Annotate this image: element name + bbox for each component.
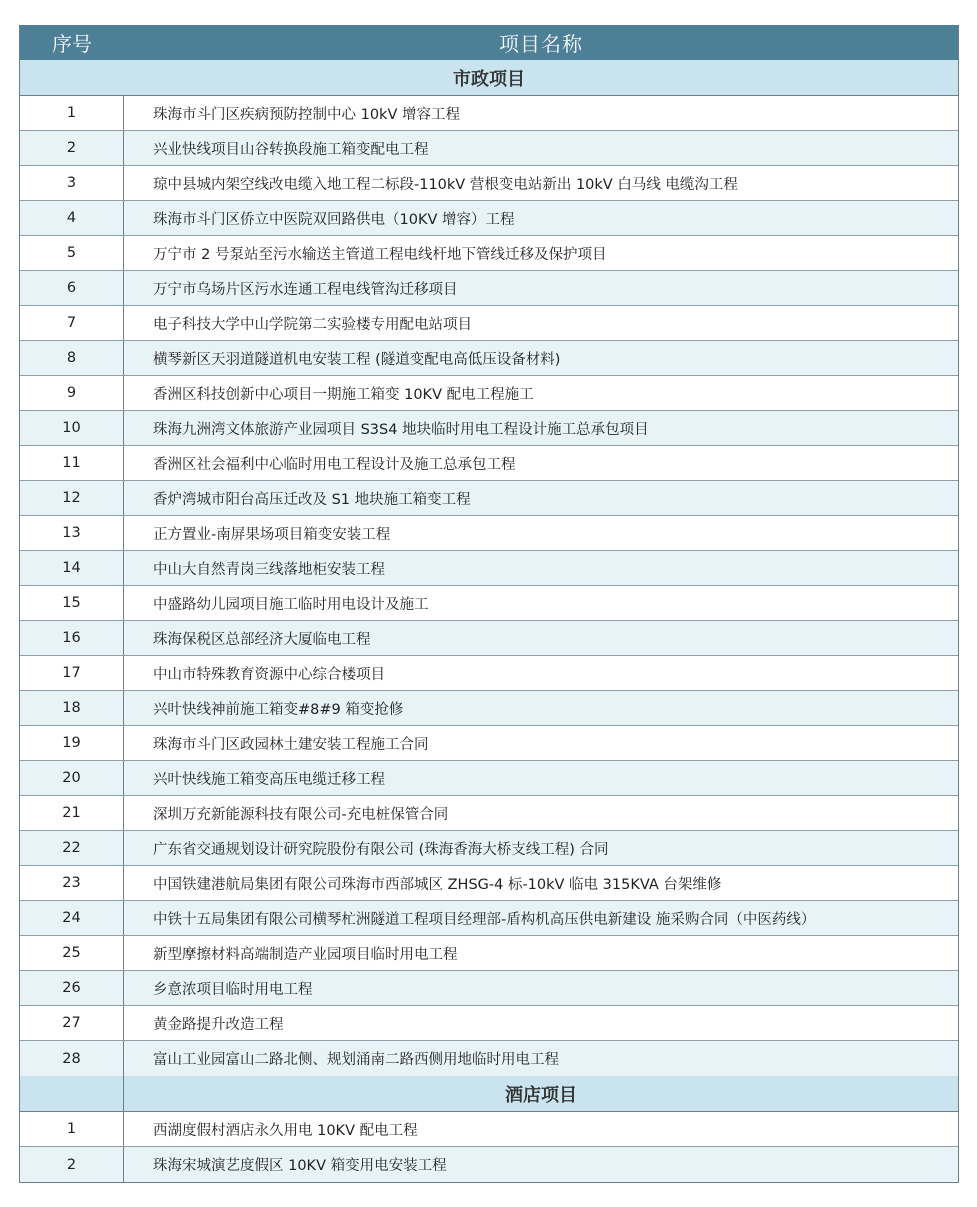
table-row	[20, 936, 958, 971]
row-project-name: 中铁十五局集团有限公司横琴杧洲隧道工程项目经理部-盾构机高压供电新建设 施采购合同（中医药线）	[153, 911, 816, 928]
row-index: 13	[20, 516, 124, 550]
row-project-name: 中盛路幼儿园项目施工临时用电设计及施工	[153, 596, 429, 613]
table-row	[20, 971, 958, 1006]
hotel-rows	[20, 1112, 958, 1182]
row-project-name: 珠海宋城演艺度假区 10KV 箱变用电安装工程	[153, 1158, 447, 1174]
row-project-name: 万宁市 2 号泵站至污水输送主管道工程电线杆地下管线迁移及保护项目	[153, 246, 607, 263]
row-index: 1	[20, 1112, 124, 1146]
row-index: 10	[20, 411, 124, 445]
table-row	[20, 516, 958, 551]
row-project-name: 西湖度假村酒店永久用电 10KV 配电工程	[153, 1122, 418, 1139]
row-project-name: 深圳万充新能源科技有限公司-充电桩保管合同	[153, 806, 449, 823]
row-project-name: 黄金路提升改造工程	[153, 1016, 284, 1033]
table-row	[20, 376, 958, 411]
table-row	[20, 691, 958, 726]
row-index: 14	[20, 551, 124, 585]
row-index: 28	[20, 1041, 124, 1076]
row-index: 4	[20, 201, 124, 235]
header-index: 序号	[52, 32, 92, 56]
row-index: 23	[20, 866, 124, 900]
row-project-name: 珠海九洲湾文体旅游产业园项目 S3S4 地块临时用电工程设计施工总承包项目	[153, 421, 649, 438]
table-header	[20, 25, 958, 60]
row-index: 26	[20, 971, 124, 1005]
table-row	[20, 271, 958, 306]
table-row	[20, 796, 958, 831]
row-project-name: 兴叶快线施工箱变高压电缆迁移工程	[153, 771, 385, 788]
table-row	[20, 411, 958, 446]
table-row	[20, 1147, 958, 1182]
row-project-name: 琼中县城内架空线改电缆入地工程二标段-110kV 营根变电站新出 10kV 白马线 电缆沟工程	[153, 176, 738, 193]
row-index: 27	[20, 1006, 124, 1040]
table-row	[20, 551, 958, 586]
row-index: 20	[20, 761, 124, 795]
section-hotel-label: 酒店项目	[505, 1084, 577, 1106]
table-row	[20, 901, 958, 936]
row-project-name: 香炉湾城市阳台高压迁改及 S1 地块施工箱变工程	[153, 491, 471, 508]
table-row	[20, 481, 958, 516]
municipal-rows	[20, 96, 958, 1076]
table-row	[20, 621, 958, 656]
table-row	[20, 96, 958, 131]
row-project-name: 正方置业-南屏果场项目箱变安装工程	[153, 526, 391, 543]
table-row	[20, 1041, 958, 1076]
row-index: 18	[20, 691, 124, 725]
row-index: 9	[20, 376, 124, 410]
table-row	[20, 1006, 958, 1041]
row-project-name: 珠海保税区总部经济大厦临电工程	[153, 631, 371, 648]
row-project-name: 香洲区社会福利中心临时用电工程设计及施工总承包工程	[153, 456, 516, 473]
row-index: 24	[20, 901, 124, 935]
row-project-name: 富山工业园富山二路北侧、规划涌南二路西侧用地临时用电工程	[153, 1052, 559, 1068]
row-index: 5	[20, 236, 124, 270]
row-index: 12	[20, 481, 124, 515]
row-index: 2	[20, 1147, 124, 1182]
section-hotel-title	[20, 1076, 958, 1112]
row-project-name: 横琴新区天羽道隧道机电安装工程 (隧道变配电高低压设备材料)	[153, 351, 561, 368]
row-project-name: 万宁市乌场片区污水连通工程电线管沟迁移项目	[153, 281, 458, 298]
row-index: 2	[20, 131, 124, 165]
row-index: 15	[20, 586, 124, 620]
row-project-name: 中国铁建港航局集团有限公司珠海市西部城区 ZHSG-4 标-10kV 临电 315KVA 台架维修	[153, 876, 722, 893]
row-index: 1	[20, 96, 124, 130]
section-municipal-title: 市政项目	[20, 60, 958, 96]
row-project-name: 珠海市斗门区政园林土建安装工程施工合同	[153, 736, 429, 753]
table-row	[20, 341, 958, 376]
table-row	[20, 866, 958, 901]
row-project-name: 电子科技大学中山学院第二实验楼专用配电站项目	[153, 316, 472, 333]
row-project-name: 香洲区科技创新中心项目一期施工箱变 10KV 配电工程施工	[153, 386, 534, 403]
row-project-name: 珠海市斗门区侨立中医院双回路供电（10KV 增容）工程	[153, 211, 515, 228]
row-project-name: 新型摩擦材料高端制造产业园项目临时用电工程	[153, 946, 458, 963]
table-row	[20, 1112, 958, 1147]
row-project-name: 广东省交通规划设计研究院股份有限公司 (珠海香海大桥支线工程) 合同	[153, 841, 609, 858]
row-index: 3	[20, 166, 124, 200]
header-name: 项目名称	[499, 32, 583, 56]
row-project-name: 中山市特殊教育资源中心综合楼项目	[153, 666, 385, 683]
section-hotel-blank	[20, 1076, 124, 1111]
row-project-name: 珠海市斗门区疾病预防控制中心 10kV 增容工程	[153, 106, 460, 123]
table-row	[20, 446, 958, 481]
row-index: 25	[20, 936, 124, 970]
row-index: 8	[20, 341, 124, 375]
table-row	[20, 201, 958, 236]
row-project-name: 乡意浓项目临时用电工程	[153, 981, 313, 998]
row-index: 16	[20, 621, 124, 655]
row-project-name: 中山大自然青岗三线落地柜安装工程	[153, 561, 385, 578]
table-row	[20, 306, 958, 341]
table-row	[20, 761, 958, 796]
row-index: 21	[20, 796, 124, 830]
row-index: 17	[20, 656, 124, 690]
row-project-name: 兴叶快线神前施工箱变#8#9 箱变抢修	[153, 701, 404, 718]
row-index: 6	[20, 271, 124, 305]
row-project-name: 兴业快线项目山谷转换段施工箱变配电工程	[153, 141, 429, 158]
table-row	[20, 166, 958, 201]
table-row	[20, 656, 958, 691]
table-row	[20, 236, 958, 271]
row-index: 19	[20, 726, 124, 760]
row-index: 7	[20, 306, 124, 340]
row-index: 22	[20, 831, 124, 865]
table-row	[20, 831, 958, 866]
table-row	[20, 586, 958, 621]
project-table	[19, 25, 959, 1183]
row-index: 11	[20, 446, 124, 480]
table-row	[20, 726, 958, 761]
table-row	[20, 131, 958, 166]
